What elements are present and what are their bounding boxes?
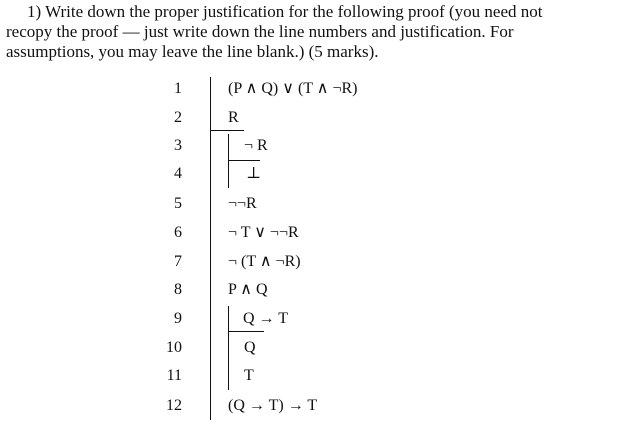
formula: Q xyxy=(244,339,256,356)
question-line-2: recopy the proof — just write down the line numbers and justification. For xyxy=(6,22,514,41)
line-number: 5 xyxy=(174,195,182,212)
formula: ¬¬R xyxy=(228,195,257,212)
line-number: 6 xyxy=(174,224,182,241)
formula: P ∧ Q xyxy=(228,281,268,298)
formula: (Q → T) → T xyxy=(228,397,318,414)
line-number: 11 xyxy=(166,367,182,384)
formula: ⊥ xyxy=(246,165,262,182)
line-number: 3 xyxy=(174,137,182,154)
line-number: 9 xyxy=(174,310,182,327)
subproof-1-bar xyxy=(228,134,229,188)
formula: Q → T xyxy=(243,310,289,327)
line-number: 2 xyxy=(174,109,182,126)
formula: ¬ (T ∧ ¬R) xyxy=(228,253,301,270)
question-line-1: 1) Write down the proper justification for the following proof (you need not xyxy=(27,2,543,21)
subproof-1-assumption-line xyxy=(228,160,260,161)
line-number: 12 xyxy=(166,397,182,414)
formula: T xyxy=(244,367,254,384)
subproof-2-assumption-line xyxy=(228,331,264,332)
line-number: 4 xyxy=(174,165,182,182)
main-assumption-line xyxy=(210,130,244,131)
formula: (P ∧ Q) ∨ (T ∧ ¬R) xyxy=(228,80,358,97)
formula: R xyxy=(228,109,239,126)
line-number: 7 xyxy=(174,253,182,270)
line-number: 1 xyxy=(174,80,182,97)
formula: ¬ R xyxy=(244,137,268,154)
main-scope-bar xyxy=(210,77,211,420)
line-number: 8 xyxy=(174,281,182,298)
formula: ¬ T ∨ ¬¬R xyxy=(228,224,299,241)
question-line-3: assumptions, you may leave the line blank.) (5 marks). xyxy=(6,42,379,61)
subproof-2-bar xyxy=(228,306,229,390)
line-number: 10 xyxy=(166,339,182,356)
